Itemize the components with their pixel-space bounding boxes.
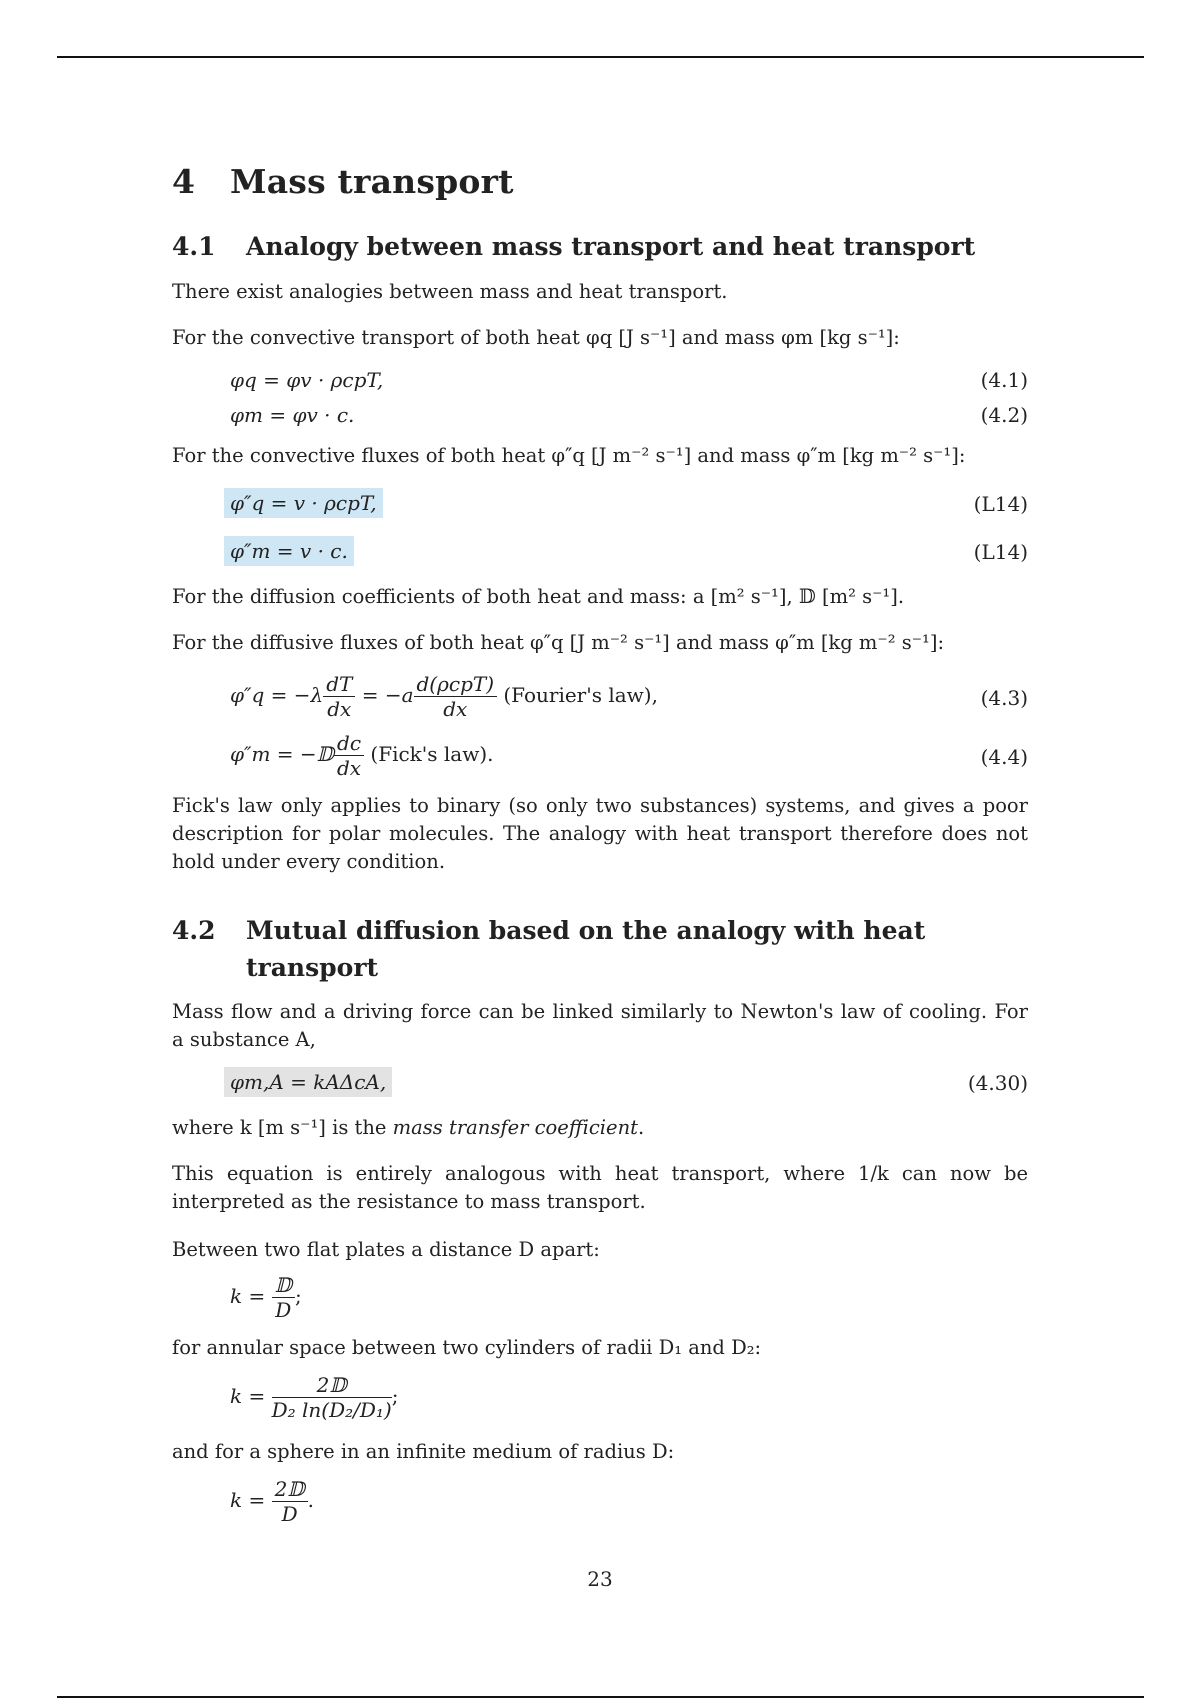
subsection-title: Analogy between mass transport and heat transport <box>246 232 976 261</box>
denominator: dx <box>443 697 468 721</box>
paragraph: and for a sphere in an infinite medium of radius D: <box>172 1440 675 1463</box>
equation-number: (L14) <box>973 492 1028 516</box>
denominator: D <box>275 1298 292 1322</box>
denominator: dx <box>327 697 352 721</box>
paragraph: Between two flat plates a distance D apart: <box>172 1238 600 1261</box>
paragraph <box>172 1114 1028 1142</box>
highlighted-equation-4-30 <box>224 1067 392 1097</box>
footer-rule <box>57 1696 1144 1698</box>
numerator: dc <box>334 731 364 756</box>
paragraph: For the convective fluxes of both heat φ″q [J m⁻² s⁻¹] and mass φ″m [kg m⁻² s⁻¹]: <box>172 444 966 467</box>
equation-4-3 <box>230 672 658 721</box>
equation-number: (4.1) <box>980 368 1028 392</box>
fraction <box>272 1477 308 1526</box>
equation-number: (4.2) <box>980 403 1028 427</box>
equation-body: φm,A = kAΔcA, <box>230 1070 387 1094</box>
section-heading <box>172 162 514 201</box>
equation-part: ; <box>391 1384 399 1408</box>
equation-part: k = <box>230 1488 272 1512</box>
subsection-heading-4-1 <box>172 228 1028 265</box>
fraction <box>334 731 364 780</box>
equation-4-1 <box>230 368 383 392</box>
denominator: dx <box>336 756 362 780</box>
equation-part: (Fourier's law), <box>497 683 658 707</box>
equation-number: (4.4) <box>980 745 1028 769</box>
equation-part: (Fick's law). <box>364 742 494 766</box>
equation-part: = −a <box>355 683 414 707</box>
equation-number: (L14) <box>973 540 1028 564</box>
numerator: 2𝔻 <box>272 1477 308 1502</box>
text-run: where k [m s⁻¹] is the <box>172 1116 393 1139</box>
numerator: 𝔻 <box>272 1273 295 1298</box>
subsection-title: Mutual diffusion based on the analogy with heat transport <box>246 916 926 982</box>
denominator: D <box>281 1502 298 1526</box>
fraction <box>272 1273 295 1322</box>
equation-part: ; <box>294 1284 302 1308</box>
equation-body: φ″q = v · ρcpT, <box>230 491 377 515</box>
subsection-heading-4-2 <box>172 912 1028 986</box>
numerator: d(ρcpT) <box>414 672 498 697</box>
text-run: . <box>637 1116 645 1139</box>
paragraph: Mass flow and a driving force can be linked similarly to Newton's law of cooling. For a substance A, <box>172 1000 1028 1051</box>
paragraph: For the diffusion coefficients of both heat and mass: a [m² s⁻¹], 𝔻 [m² s⁻¹]. <box>172 585 905 608</box>
section-title: Mass transport <box>230 162 514 201</box>
subsection-number: 4.1 <box>172 232 216 261</box>
subsection-number: 4.2 <box>172 916 216 945</box>
equation-part: . <box>307 1488 315 1512</box>
fraction <box>272 1373 392 1422</box>
paragraph: This equation is entirely analogous with heat transport, where 1/k can now be interpreted as the resistance to mass transport. <box>172 1162 1028 1213</box>
fraction <box>414 672 498 721</box>
section-number: 4 <box>172 162 196 201</box>
header-rule <box>57 56 1144 58</box>
numerator: dT <box>323 672 355 697</box>
denominator: D₂ ln(D₂/D₁) <box>271 1398 392 1422</box>
paragraph: For the convective transport of both heat φq [J s⁻¹] and mass φm [kg s⁻¹]: <box>172 326 900 349</box>
equation-part: φ″m = −𝔻 <box>230 742 335 766</box>
equation-part: k = <box>230 1284 272 1308</box>
equation-part: φ″q = −λ <box>230 683 324 707</box>
paragraph: for annular space between two cylinders of radii D₁ and D₂: <box>172 1336 762 1359</box>
fraction <box>323 672 355 721</box>
equation-k-sphere <box>230 1477 314 1526</box>
equation-k-plates <box>230 1273 302 1322</box>
highlighted-equation-L14-heat <box>224 488 383 518</box>
emphasized-term: mass transfer coefficient <box>392 1116 638 1139</box>
equation-part: k = <box>230 1384 272 1408</box>
paragraph: For the diffusive fluxes of both heat φ″q [J m⁻² s⁻¹] and mass φ″m [kg m⁻² s⁻¹]: <box>172 631 945 654</box>
equation-body: φ″m = v · c. <box>230 539 348 563</box>
equation-number: (4.30) <box>967 1071 1028 1095</box>
highlighted-equation-L14-mass <box>224 536 354 566</box>
equation-body: φm = φv · c. <box>230 403 355 427</box>
equation-number: (4.3) <box>980 686 1028 710</box>
equation-4-4 <box>230 731 494 780</box>
equation-4-2 <box>230 403 354 427</box>
paragraph: There exist analogies between mass and heat transport. <box>172 280 728 303</box>
numerator: 2𝔻 <box>272 1373 392 1398</box>
paragraph: Fick's law only applies to binary (so only two substances) systems, and gives a poor description for polar molecules. The analogy with heat transport therefore does not hold under every condition. <box>172 794 1028 873</box>
page-number: 23 <box>587 1567 613 1591</box>
equation-k-cylinders <box>230 1373 398 1422</box>
equation-body: φq = φv · ρcpT, <box>230 368 384 392</box>
